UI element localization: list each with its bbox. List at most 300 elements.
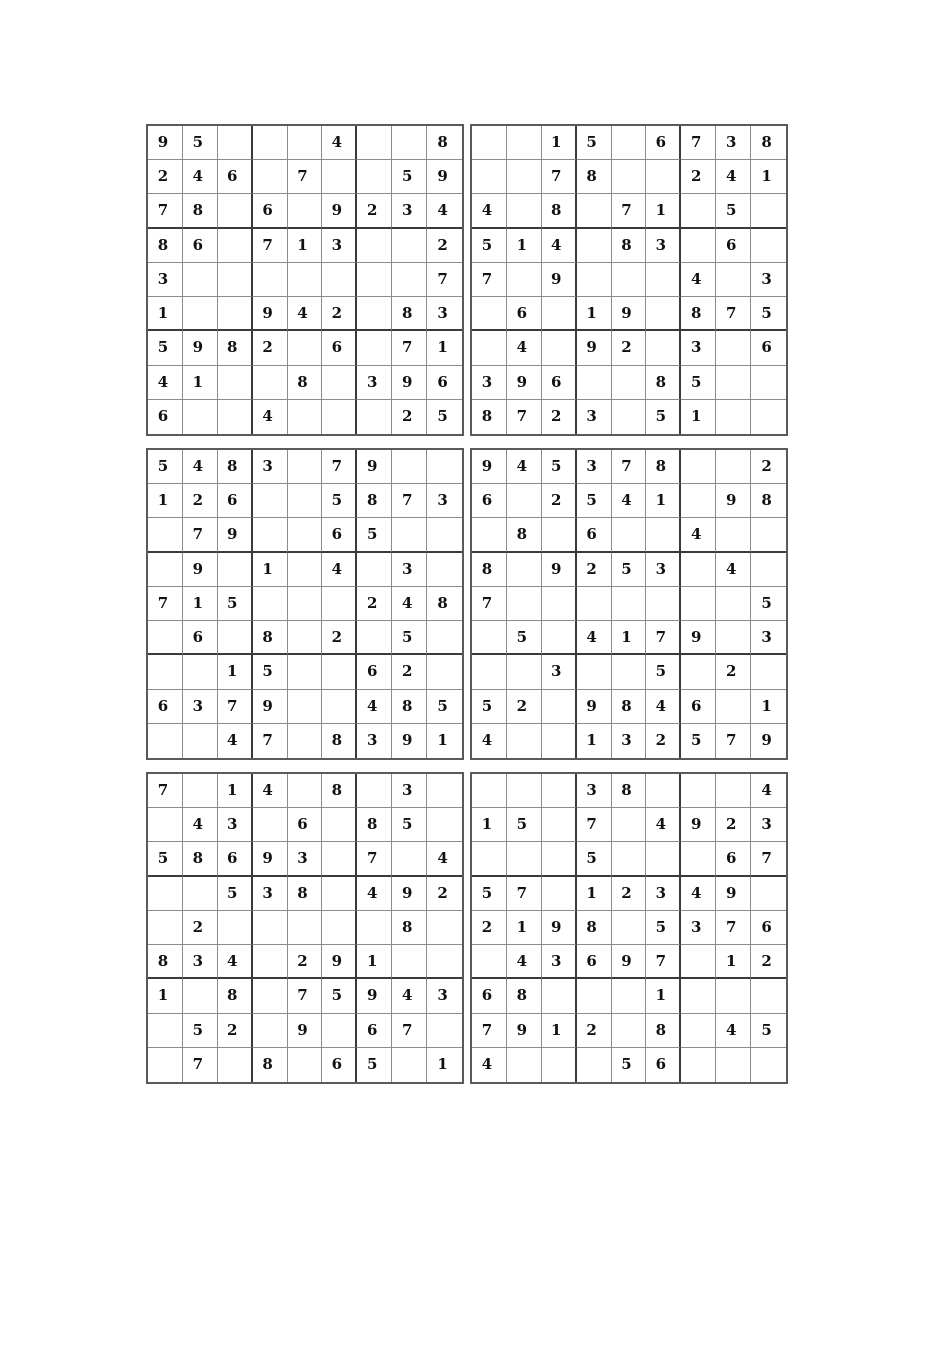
sudoku-cell: 2	[542, 400, 577, 434]
sudoku-cell: 3	[322, 229, 357, 263]
sudoku-cell: 1	[716, 945, 751, 979]
sudoku-cell	[392, 842, 427, 876]
sudoku-cell: 3	[542, 655, 577, 689]
sudoku-cell	[183, 400, 218, 434]
sudoku-cell: 7	[392, 484, 427, 518]
sudoku-cell: 4	[183, 808, 218, 842]
sudoku-cell: 8	[218, 331, 253, 365]
sudoku-cell	[751, 979, 786, 1013]
sudoku-cell	[357, 331, 392, 365]
sudoku-cell	[427, 1014, 462, 1048]
sudoku-cell: 7	[288, 979, 323, 1013]
sudoku-grid-1	[146, 124, 464, 436]
sudoku-cell	[288, 587, 323, 621]
sudoku-cell	[218, 126, 253, 160]
sudoku-cell: 9	[392, 877, 427, 911]
sudoku-cell	[716, 518, 751, 552]
sudoku-cell: 9	[357, 450, 392, 484]
sudoku-cell: 9	[148, 126, 183, 160]
sudoku-cell	[288, 774, 323, 808]
sudoku-cell: 6	[322, 331, 357, 365]
sudoku-cell	[253, 587, 288, 621]
sudoku-cell: 4	[542, 229, 577, 263]
sudoku-cell	[646, 331, 681, 365]
sudoku-cell: 9	[716, 484, 751, 518]
sudoku-cell	[716, 1048, 751, 1082]
sudoku-cell	[322, 160, 357, 194]
sudoku-cell	[427, 450, 462, 484]
sudoku-cell	[542, 842, 577, 876]
sudoku-cell: 8	[751, 126, 786, 160]
sudoku-cell: 9	[427, 160, 462, 194]
sudoku-cell: 5	[646, 911, 681, 945]
sudoku-cell	[472, 945, 507, 979]
sudoku-cell: 1	[751, 690, 786, 724]
sudoku-cell	[427, 655, 462, 689]
sudoku-cell: 7	[542, 160, 577, 194]
sudoku-cell	[751, 229, 786, 263]
sudoku-cell: 8	[612, 774, 647, 808]
sudoku-cell	[716, 621, 751, 655]
sudoku-cell	[646, 160, 681, 194]
sudoku-cell: 7	[646, 621, 681, 655]
sudoku-cell: 3	[751, 621, 786, 655]
sudoku-cell: 2	[322, 621, 357, 655]
sudoku-cell	[322, 690, 357, 724]
sudoku-cell	[357, 160, 392, 194]
sudoku-cell	[472, 655, 507, 689]
sudoku-cell: 2	[577, 553, 612, 587]
sudoku-cell	[288, 194, 323, 228]
sudoku-cell: 4	[183, 160, 218, 194]
sudoku-cell	[218, 911, 253, 945]
sudoku-cell: 1	[437, 731, 448, 750]
sudoku-cell: 3	[218, 808, 253, 842]
sudoku-cell	[288, 400, 323, 434]
sudoku-cell	[507, 655, 542, 689]
sudoku-cell	[183, 774, 218, 808]
sudoku-cell: 6	[322, 518, 357, 552]
sudoku-cell	[507, 194, 542, 228]
sudoku-cell: 6	[322, 1048, 357, 1082]
sudoku-cell: 5	[751, 1014, 786, 1048]
sudoku-cell: 3	[751, 808, 786, 842]
sudoku-cell: 1	[218, 655, 253, 689]
sudoku-cell	[542, 1048, 577, 1082]
sudoku-cell	[751, 518, 786, 552]
sudoku-cell: 7	[681, 126, 716, 160]
sudoku-cell: 5	[472, 690, 507, 724]
sudoku-cell	[183, 263, 218, 297]
sudoku-cell	[646, 263, 681, 297]
sudoku-cell: 9	[218, 518, 253, 552]
sudoku-cell: 8	[507, 518, 542, 552]
sudoku-cell	[716, 690, 751, 724]
sudoku-cell: 3	[392, 553, 427, 587]
sudoku-cell	[472, 842, 507, 876]
sudoku-cell: 4	[427, 194, 462, 228]
sudoku-cell	[612, 1014, 647, 1048]
sudoku-cell	[253, 484, 288, 518]
sudoku-cell: 4	[253, 774, 288, 808]
sudoku-cell: 5	[472, 877, 507, 911]
sudoku-cell: 1	[148, 979, 183, 1013]
sudoku-cell: 5	[183, 1014, 218, 1048]
sudoku-cell	[472, 297, 507, 331]
sudoku-cell	[253, 945, 288, 979]
sudoku-cell	[357, 774, 392, 808]
sudoku-cell: 1	[751, 160, 786, 194]
sudoku-cell	[253, 366, 288, 400]
sudoku-cell: 7	[148, 194, 183, 228]
sudoku-cell	[612, 808, 647, 842]
sudoku-cell	[646, 518, 681, 552]
sudoku-grid-3	[146, 448, 464, 760]
sudoku-cell: 3	[646, 553, 681, 587]
sudoku-cell: 1	[542, 1014, 577, 1048]
sudoku-cell: 7	[612, 450, 647, 484]
sudoku-cell	[577, 1048, 612, 1082]
sudoku-cell: 5	[577, 842, 612, 876]
sudoku-cell: 2	[542, 484, 577, 518]
sudoku-cell: 8	[646, 366, 681, 400]
sudoku-cell: 1	[612, 621, 647, 655]
sudoku-cell: 7	[716, 724, 751, 758]
sudoku-cell	[612, 263, 647, 297]
sudoku-cell	[218, 263, 253, 297]
sudoku-cell: 3	[751, 263, 786, 297]
sudoku-cell	[577, 263, 612, 297]
sudoku-cell: 8	[577, 911, 612, 945]
sudoku-cell: 4	[681, 263, 716, 297]
sudoku-cell: 3	[357, 366, 392, 400]
sudoku-grid-2	[470, 124, 788, 436]
sudoku-cell	[507, 587, 542, 621]
sudoku-cell: 6	[183, 621, 218, 655]
sudoku-cell	[148, 1014, 183, 1048]
sudoku-cell	[646, 297, 681, 331]
sudoku-cell: 1	[472, 808, 507, 842]
sudoku-cell	[357, 911, 392, 945]
sudoku-cell: 4	[148, 366, 183, 400]
sudoku-cell: 6	[427, 366, 462, 400]
sudoku-cell	[612, 400, 647, 434]
sudoku-cell	[681, 1048, 716, 1082]
sudoku-cell: 8	[357, 484, 392, 518]
sudoku-cell: 3	[542, 945, 577, 979]
sudoku-cell: 4	[751, 774, 786, 808]
sudoku-cell	[392, 450, 427, 484]
sudoku-cell: 5	[427, 690, 462, 724]
sudoku-cell: 5	[646, 655, 681, 689]
sudoku-cell: 3	[253, 450, 288, 484]
sudoku-cell: 5	[392, 621, 427, 655]
sudoku-cell: 8	[322, 724, 357, 758]
sudoku-cell	[507, 126, 542, 160]
sudoku-cell: 2	[322, 297, 357, 331]
sudoku-cell: 7	[392, 1014, 427, 1048]
sudoku-cell	[288, 724, 323, 758]
sudoku-cell	[716, 587, 751, 621]
sudoku-cell	[392, 1048, 427, 1082]
sudoku-cell	[253, 160, 288, 194]
sudoku-cell: 3	[612, 724, 647, 758]
sudoku-cell: 7	[392, 331, 427, 365]
sudoku-cell	[612, 366, 647, 400]
sudoku-cell: 6	[148, 690, 183, 724]
sudoku-cell: 2	[716, 808, 751, 842]
sudoku-cell: 4	[218, 724, 253, 758]
sudoku-cell	[542, 297, 577, 331]
sudoku-cell	[577, 655, 612, 689]
sudoku-cell: 6	[507, 297, 542, 331]
sudoku-cell: 8	[542, 194, 577, 228]
sudoku-cell	[288, 263, 323, 297]
sudoku-cell	[542, 774, 577, 808]
sudoku-cell	[716, 979, 751, 1013]
sudoku-cell	[322, 263, 357, 297]
sudoku-sheet	[146, 124, 788, 1084]
sudoku-cell: 2	[681, 160, 716, 194]
sudoku-cell: 3	[183, 945, 218, 979]
sudoku-cell	[357, 553, 392, 587]
sudoku-cell: 9	[681, 621, 716, 655]
sudoku-cell: 4	[472, 724, 507, 758]
sudoku-cell	[577, 979, 612, 1013]
sudoku-cell	[392, 518, 427, 552]
sudoku-cell: 2	[288, 945, 323, 979]
sudoku-cell	[253, 1014, 288, 1048]
sudoku-cell: 7	[472, 587, 507, 621]
sudoku-cell: 6	[472, 979, 507, 1013]
sudoku-cell	[427, 774, 462, 808]
sudoku-cell	[288, 450, 323, 484]
sudoku-cell	[542, 690, 577, 724]
sudoku-cell	[218, 194, 253, 228]
sudoku-cell: 8	[681, 297, 716, 331]
sudoku-cell: 8	[392, 297, 427, 331]
sudoku-cell: 3	[646, 877, 681, 911]
sudoku-cell: 4	[612, 484, 647, 518]
sudoku-cell: 8	[392, 911, 427, 945]
sudoku-cell: 3	[427, 297, 462, 331]
sudoku-cell: 4	[646, 808, 681, 842]
sudoku-cell	[716, 450, 751, 484]
sudoku-cell: 5	[542, 450, 577, 484]
sudoku-cell: 7	[218, 690, 253, 724]
sudoku-cell: 5	[577, 126, 612, 160]
sudoku-cell	[322, 366, 357, 400]
sudoku-cell	[357, 400, 392, 434]
sudoku-cell	[322, 808, 357, 842]
sudoku-cell: 8	[253, 621, 288, 655]
sudoku-cell	[218, 621, 253, 655]
sudoku-cell: 4	[681, 877, 716, 911]
sudoku-cell: 8	[253, 1048, 288, 1082]
sudoku-cell: 8	[183, 194, 218, 228]
sudoku-cell: 4	[253, 400, 288, 434]
sudoku-cell	[427, 808, 462, 842]
sudoku-cell: 9	[681, 808, 716, 842]
sudoku-cell: 5	[218, 877, 253, 911]
sudoku-cell: 6	[288, 808, 323, 842]
sudoku-cell: 1	[577, 297, 612, 331]
sudoku-cell: 6	[148, 400, 183, 434]
sudoku-cell: 9	[392, 366, 427, 400]
sudoku-cell: 1	[646, 194, 681, 228]
sudoku-cell: 2	[751, 945, 786, 979]
sudoku-cell	[612, 979, 647, 1013]
sudoku-cell: 2	[253, 331, 288, 365]
sudoku-cell: 9	[253, 297, 288, 331]
sudoku-cell	[681, 229, 716, 263]
sudoku-cell	[646, 774, 681, 808]
sudoku-cell: 6	[218, 160, 253, 194]
sudoku-cell: 9	[507, 1014, 542, 1048]
sudoku-cell	[288, 1048, 323, 1082]
sudoku-grid-5	[146, 772, 464, 1084]
sudoku-cell: 8	[288, 877, 323, 911]
sudoku-cell	[357, 621, 392, 655]
sudoku-cell: 1	[183, 366, 218, 400]
sudoku-cell: 2	[357, 194, 392, 228]
sudoku-cell	[751, 1048, 786, 1082]
sudoku-cell: 7	[322, 450, 357, 484]
sudoku-cell: 4	[288, 297, 323, 331]
sudoku-cell: 7	[253, 724, 288, 758]
sudoku-cell: 7	[507, 400, 542, 434]
sudoku-cell: 4	[507, 450, 542, 484]
sudoku-cell	[253, 263, 288, 297]
sudoku-cell: 4	[183, 450, 218, 484]
sudoku-cell: 4	[322, 126, 357, 160]
sudoku-cell	[751, 655, 786, 689]
sudoku-cell	[542, 808, 577, 842]
sudoku-cell: 5	[472, 229, 507, 263]
sudoku-cell: 9	[288, 1014, 323, 1048]
sudoku-cell: 3	[357, 724, 392, 758]
sudoku-cell	[253, 808, 288, 842]
sudoku-cell	[427, 553, 462, 587]
sudoku-grid-6	[470, 772, 788, 1084]
sudoku-cell	[253, 126, 288, 160]
sudoku-cell	[288, 690, 323, 724]
sudoku-cell	[148, 1048, 183, 1082]
sudoku-cell	[288, 621, 323, 655]
sudoku-cell	[577, 587, 612, 621]
sudoku-cell: 8	[612, 229, 647, 263]
sudoku-cell: 6	[716, 842, 751, 876]
sudoku-cell	[148, 518, 183, 552]
sudoku-cell	[751, 366, 786, 400]
sudoku-cell: 8	[472, 400, 507, 434]
sudoku-cell	[472, 518, 507, 552]
sudoku-cell: 7	[148, 587, 183, 621]
sudoku-cell: 6	[357, 1014, 392, 1048]
sudoku-cell	[183, 655, 218, 689]
sudoku-cell: 8	[183, 842, 218, 876]
sudoku-cell	[392, 126, 427, 160]
sudoku-cell: 3	[427, 979, 462, 1013]
sudoku-cell	[427, 945, 462, 979]
sudoku-cell: 6	[577, 945, 612, 979]
sudoku-cell: 8	[751, 484, 786, 518]
sudoku-cell	[751, 553, 786, 587]
sudoku-cell: 1	[507, 911, 542, 945]
sudoku-cell: 1	[183, 587, 218, 621]
sudoku-cell	[507, 553, 542, 587]
sudoku-cell: 3	[681, 331, 716, 365]
sudoku-cell: 8	[472, 553, 507, 587]
sudoku-cell: 5	[716, 194, 751, 228]
sudoku-cell	[183, 297, 218, 331]
sudoku-cell: 5	[357, 518, 392, 552]
sudoku-cell: 3	[646, 229, 681, 263]
sudoku-cell	[681, 655, 716, 689]
sudoku-cell	[751, 400, 786, 434]
sudoku-cell	[288, 911, 323, 945]
sudoku-cell: 2	[612, 877, 647, 911]
sudoku-cell: 6	[577, 518, 612, 552]
sudoku-cell: 5	[148, 331, 183, 365]
sudoku-cell: 6	[646, 126, 681, 160]
sudoku-cell	[253, 979, 288, 1013]
sudoku-cell: 8	[218, 450, 253, 484]
sudoku-cell	[218, 553, 253, 587]
sudoku-cell: 7	[427, 263, 462, 297]
sudoku-cell	[542, 621, 577, 655]
sudoku-cell: 8	[218, 979, 253, 1013]
sudoku-cell: 2	[392, 655, 427, 689]
sudoku-cell	[148, 553, 183, 587]
sudoku-cell: 1	[357, 945, 392, 979]
sudoku-cell	[542, 587, 577, 621]
sudoku-cell: 5	[357, 1048, 392, 1082]
sudoku-cell	[322, 1014, 357, 1048]
sudoku-cell	[427, 518, 462, 552]
sudoku-cell	[357, 126, 392, 160]
sudoku-cell	[716, 331, 751, 365]
sudoku-cell: 8	[612, 690, 647, 724]
sudoku-cell: 3	[253, 877, 288, 911]
sudoku-cell: 3	[183, 690, 218, 724]
sudoku-cell: 2	[183, 911, 218, 945]
sudoku-cell	[322, 587, 357, 621]
sudoku-cell	[183, 979, 218, 1013]
sudoku-cell: 5	[646, 400, 681, 434]
sudoku-cell: 6	[472, 484, 507, 518]
sudoku-cell	[357, 229, 392, 263]
sudoku-cell: 6	[542, 366, 577, 400]
sudoku-cell	[507, 774, 542, 808]
sudoku-cell: 4	[427, 842, 462, 876]
sudoku-cell	[681, 484, 716, 518]
sudoku-cell: 4	[322, 553, 357, 587]
sudoku-cell	[322, 655, 357, 689]
sudoku-cell	[507, 484, 542, 518]
sudoku-cell: 3	[148, 263, 183, 297]
sudoku-cell: 7	[716, 911, 751, 945]
sudoku-cell	[507, 160, 542, 194]
sudoku-cell: 5	[218, 587, 253, 621]
sudoku-cell: 6	[751, 911, 786, 945]
sudoku-cell	[218, 400, 253, 434]
sudoku-cell: 7	[357, 842, 392, 876]
sudoku-cell	[612, 160, 647, 194]
sudoku-cell: 6	[357, 655, 392, 689]
sudoku-cell	[612, 655, 647, 689]
sudoku-cell: 4	[681, 518, 716, 552]
